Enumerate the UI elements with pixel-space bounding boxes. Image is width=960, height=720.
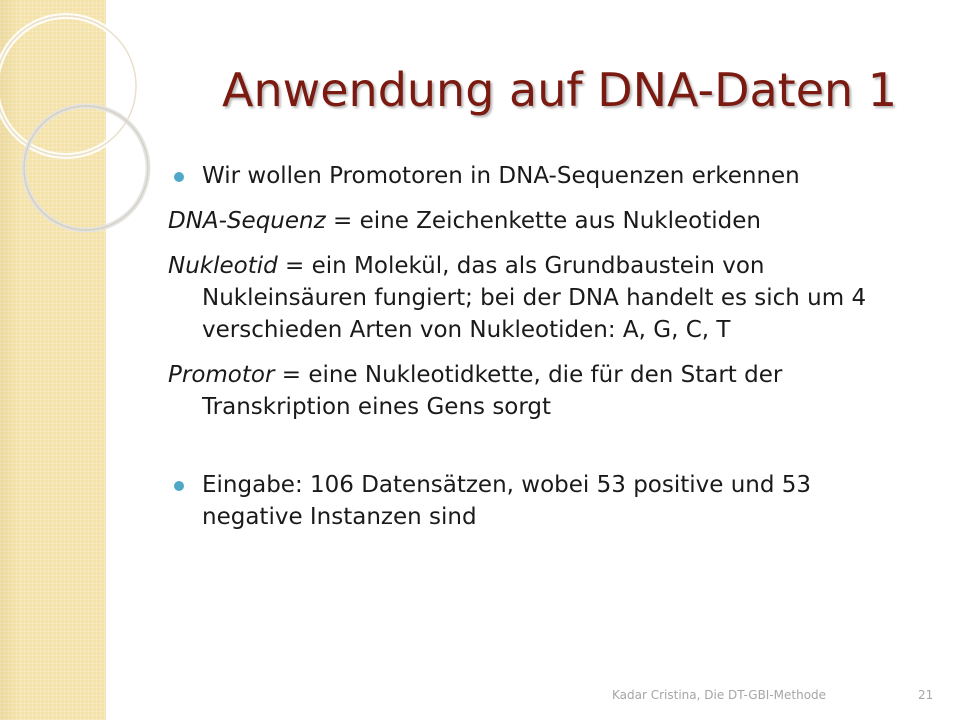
deco-circle-inner-line (24, 106, 148, 230)
bullet-text: Wir wollen Promotoren in DNA-Sequenzen erkennen (202, 163, 800, 189)
footer-text: Kadar Cristina, Die DT-GBI-Methode (612, 688, 827, 702)
definition-term: Promotor (168, 362, 275, 388)
bullet-item-input (168, 469, 888, 533)
definition-nucleotide (168, 250, 888, 346)
decorative-circles (0, 0, 160, 260)
page-number: 21 (918, 688, 934, 702)
definition-dna-sequence (168, 205, 888, 237)
slide-body (168, 160, 888, 533)
definition-text: = ein Molekül, das als Grundbaustein von Nukleinsäuren fungiert; bei der DNA handelt es sich um 4 verschieden Arten von Nukleotiden: A, G, C, T (202, 253, 867, 343)
bullet-item-promoters (168, 160, 888, 192)
bullet-icon (174, 481, 184, 491)
definition-term: Nukleotid (168, 253, 278, 279)
definition-term: DNA-Sequenz (168, 208, 326, 234)
definition-text: = eine Zeichenkette aus Nukleotiden (325, 208, 761, 234)
definition-promoter (168, 359, 888, 423)
definition-text: = eine Nukleotidkette, die für den Start der Transkription eines Gens sorgt (202, 362, 783, 420)
deco-circle-outer-line (0, 16, 136, 156)
slide-title: Anwendung auf DNA-Daten 1 (222, 63, 898, 117)
bullet-icon (174, 172, 184, 182)
bullet-text: Eingabe: 106 Datensätzen, wobei 53 positive und 53 negative Instanzen sind (202, 472, 812, 530)
